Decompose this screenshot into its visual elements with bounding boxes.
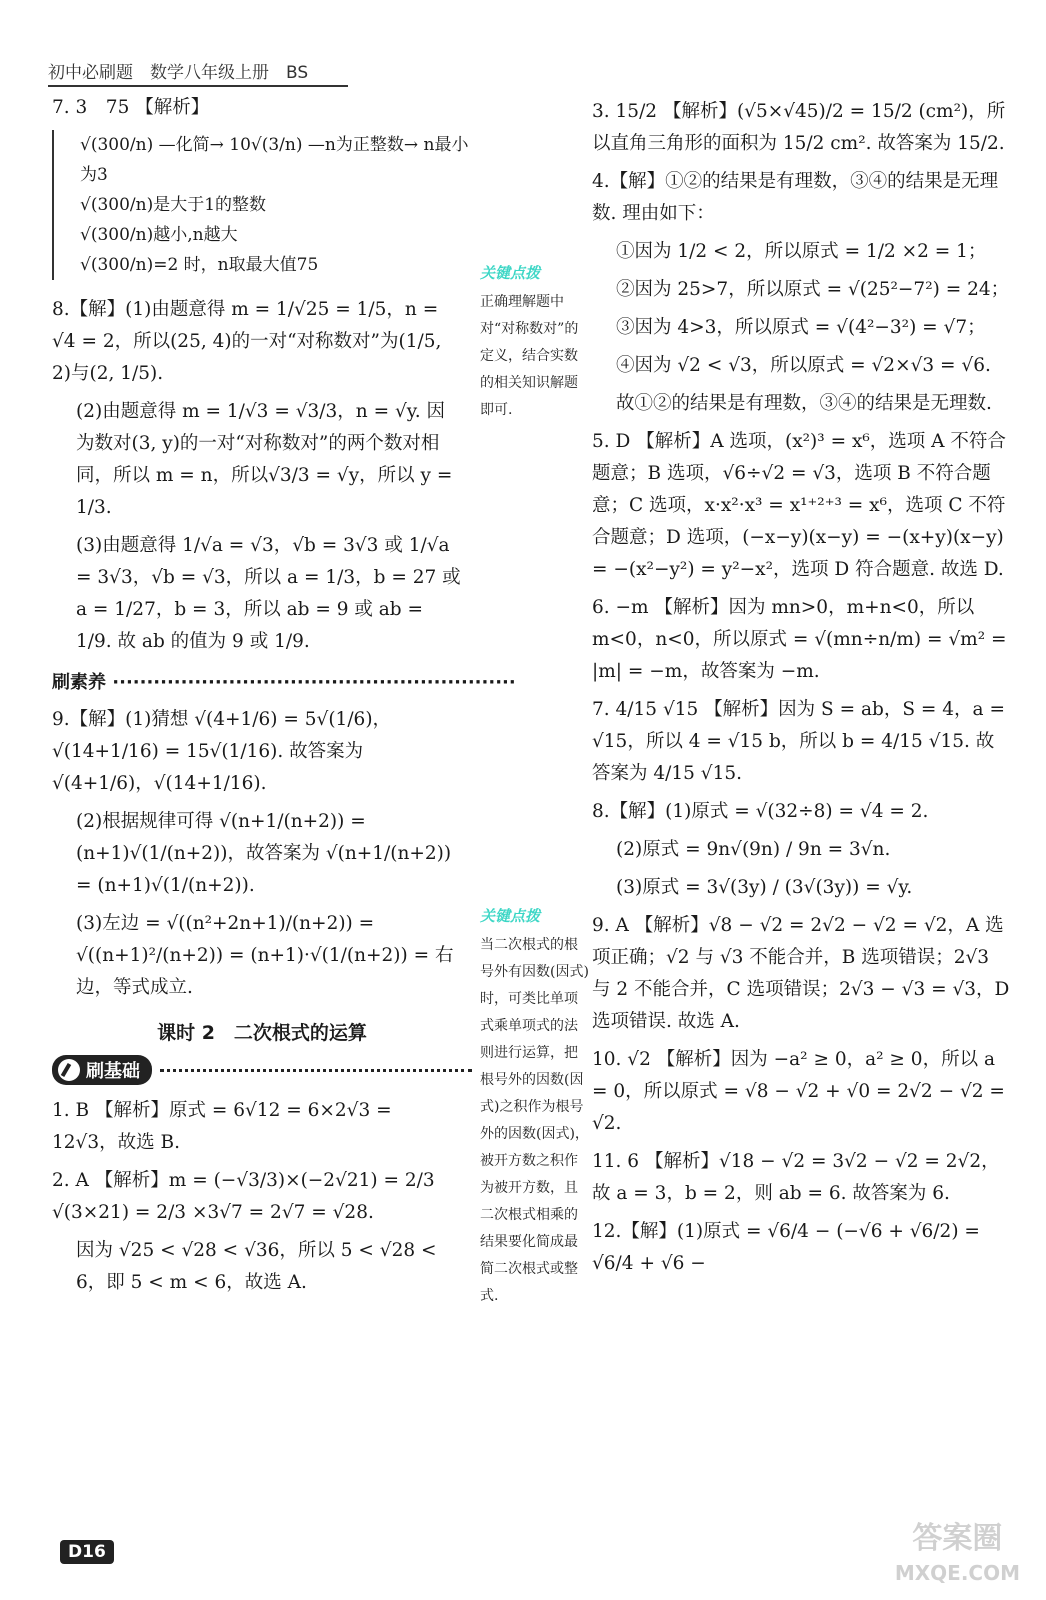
q4-step: ③因为 4>3，所以原式 = √(4²−3²) = √7； bbox=[616, 317, 986, 338]
q5-solution: 5. D 【解析】A 选项，(x²)³ = x⁶，选项 A 不符合题意；B 选项，√6÷√2 = √3，选项 B 不符合题意；C 选项，x·x²·x³ = x¹⁺²⁺³ = x⁶，选项 C 不符合题意；D 选项，(−x−y)(x−y) = −(x+y)(x−y) = −(x²−y²) = y²−x²，选项 D 符合题意. 故选 D. bbox=[592, 431, 1006, 580]
q6-solution: 6. −m 【解析】因为 mn>0，m+n<0，所以 m<0，n<0，所以原式 = √(mn÷n/m) = √m² = |m| = −m，故答案为 −m. bbox=[592, 597, 1007, 682]
section-basic-heading bbox=[52, 1055, 472, 1085]
q7-line: √(300/n)是大于1的整数 bbox=[80, 195, 267, 215]
q4-conclusion: 故①②的结果是有理数，③④的结果是无理数. bbox=[616, 393, 992, 414]
note-title: 关键点拨 bbox=[480, 907, 541, 925]
question-9-solution bbox=[52, 704, 462, 1004]
q8-part-1: 8.【解】(1)原式 = √(32÷8) = √4 = 2. bbox=[592, 801, 929, 822]
q8-part-1: 8.【解】(1)由题意得 m = 1/√25 = 1/5，n = √4 = 2，所以(25, 4)的一对“对称数对”为(1/5, 2)与(2, 1/5). bbox=[52, 299, 442, 384]
q8-part-2: (2)原式 = 9n√(9n) / 9n = 3√n. bbox=[616, 839, 891, 860]
section-basic-badge: 刷基础 bbox=[52, 1055, 152, 1085]
q7-line: √(300/n)=2 时，n取最大值75 bbox=[80, 255, 319, 275]
question-8-solution bbox=[52, 294, 462, 658]
q12-solution: 12.【解】(1)原式 = √6/4 − (−√6 + √6/2) = √6/4 + √6 − bbox=[592, 1221, 980, 1274]
q2-solution: 2. A 【解析】m = (−√3/3)×(−2√21) = 2/3 √(3×21) = 2/3 ×3√7 = 2√7 = √28. bbox=[52, 1170, 435, 1223]
note-text: 正确理解题中对“对称数对”的定义，结合实数的相关知识解题即可. bbox=[480, 294, 579, 418]
q7-solution: 7. 4/15 √15 【解析】因为 S = ab，S = 4，a = √15，所以 4 = √15 b，所以 b = 4/15 √15. 故答案为 4/15 √15. bbox=[592, 699, 1005, 784]
section-literacy-heading: 刷素养 ··························································· bbox=[52, 672, 516, 693]
q7-line: 7. 3 75 【解析】 bbox=[52, 97, 210, 118]
note-text: 当二次根式的根号外有因数(因式)时，可类比单项式乘单项式的法则进行运算，把根号外的因数(因式)之积作为根号外的因数(因式)，被开方数之积作为被开方数，且二次根式相乘的结果要化简成最简二次根式或整式. bbox=[480, 937, 589, 1304]
q7-derivation-diagram bbox=[52, 130, 472, 280]
q9-part-1: 9.【解】(1)猜想 √(4+1/6) = 5√(1/6)，√(14+1/16) = 15√(1/16). 故答案为 √(4+1/6)，√(14+1/16). bbox=[52, 709, 392, 794]
q7-line: √(300/n)越小,n越大 bbox=[80, 225, 238, 245]
note-title: 关键点拨 bbox=[480, 264, 541, 282]
q9-solution: 9. A 【解析】√8 − √2 = 2√2 − √2 = √2，A 选项正确；√2 与 √3 不能合并，B 选项错误；2√3 与 2 不能合并，C 选项错误；2√3 − √3 = √3，D 选项错误. 故选 A. bbox=[592, 915, 1010, 1032]
right-column bbox=[592, 96, 1012, 1286]
q10-solution: 10. √2 【解析】因为 −a² ≥ 0，a² ≥ 0，所以 a = 0，所以原式 = √8 − √2 + √0 = 2√2 − √2 = √2. bbox=[592, 1049, 1005, 1134]
q8-part-2: (2)由题意得 m = 1/√3 = √3/3，n = √y. 因为数对(3, y)的一对“对称数对”的两个数对相同，所以 m = n，所以√3/3 = √y，所以 y = 1/3. bbox=[76, 401, 453, 518]
q4-intro: 4.【解】①②的结果是有理数，③④的结果是无理数. 理由如下： bbox=[592, 171, 999, 224]
q7-line: √(300/n) —化简→ 10√(3/n) —n为正整数→ n最小为3 bbox=[80, 135, 469, 185]
key-tip-note bbox=[480, 262, 590, 424]
q8-part-3: (3)由题意得 1/√a = √3，√b = 3√3 或 1/√a = 3√3，√b = √3，所以 a = 1/3，b = 27 或 a = 1/27，b = 3，所以 ab = 9 或 ab = 1/9. 故 ab 的值为 9 或 1/9. bbox=[76, 535, 461, 652]
q4-step: ①因为 1/2 < 2，所以原式 = 1/2 ×2 = 1； bbox=[616, 241, 987, 262]
running-header: 初中必刷题 数学八年级上册 BS bbox=[48, 58, 348, 87]
q11-solution: 11. 6 【解析】√18 − √2 = 3√2 − √2 = 2√2，故 a = 3，b = 2，则 ab = 6. 故答案为 6. bbox=[592, 1151, 1000, 1204]
key-tip-note bbox=[480, 905, 590, 1310]
q1-solution: 1. B 【解析】原式 = 6√12 = 6×2√3 = 12√3，故选 B. bbox=[52, 1100, 392, 1153]
q9-part-2: (2)根据规律可得 √(n+1/(n+2)) = (n+1)√(1/(n+2))，故答案为 √(n+1/(n+2)) = (n+1)√(1/(n+2)). bbox=[76, 811, 452, 896]
q4-step: ②因为 25>7，所以原式 = √(25²−7²) = 24； bbox=[616, 279, 1010, 300]
q2-solution-cont: 因为 √25 < √28 < √36，所以 5 < √28 < 6，即 5 < m < 6，故选 A. bbox=[76, 1240, 437, 1293]
q8-part-3: (3)原式 = 3√(3y) / (3√(3y)) = √y. bbox=[616, 877, 913, 898]
lesson-title: 课时 2 二次根式的运算 bbox=[157, 1022, 367, 1044]
q9-part-3: (3)左边 = √((n²+2n+1)/(n+2)) = √((n+1)²/(n+2)) = (n+1)·√(1/(n+2)) = 右边，等式成立. bbox=[76, 913, 454, 998]
pen-icon bbox=[58, 1059, 80, 1081]
question-7-solution bbox=[52, 92, 472, 280]
q4-step: ④因为 √2 < √3，所以原式 = √2×√3 = √6. bbox=[616, 355, 991, 376]
watermark-logo: 答案圈 MXQE.COM bbox=[894, 1521, 1020, 1585]
dotted-rule bbox=[160, 1068, 472, 1072]
page-number: D16 bbox=[60, 1540, 114, 1564]
q3-solution: 3. 15/2 【解析】(√5×√45)/2 = 15/2 (cm²)，所以直角三角形的面积为 15/2 cm². 故答案为 15/2. bbox=[592, 101, 1006, 154]
